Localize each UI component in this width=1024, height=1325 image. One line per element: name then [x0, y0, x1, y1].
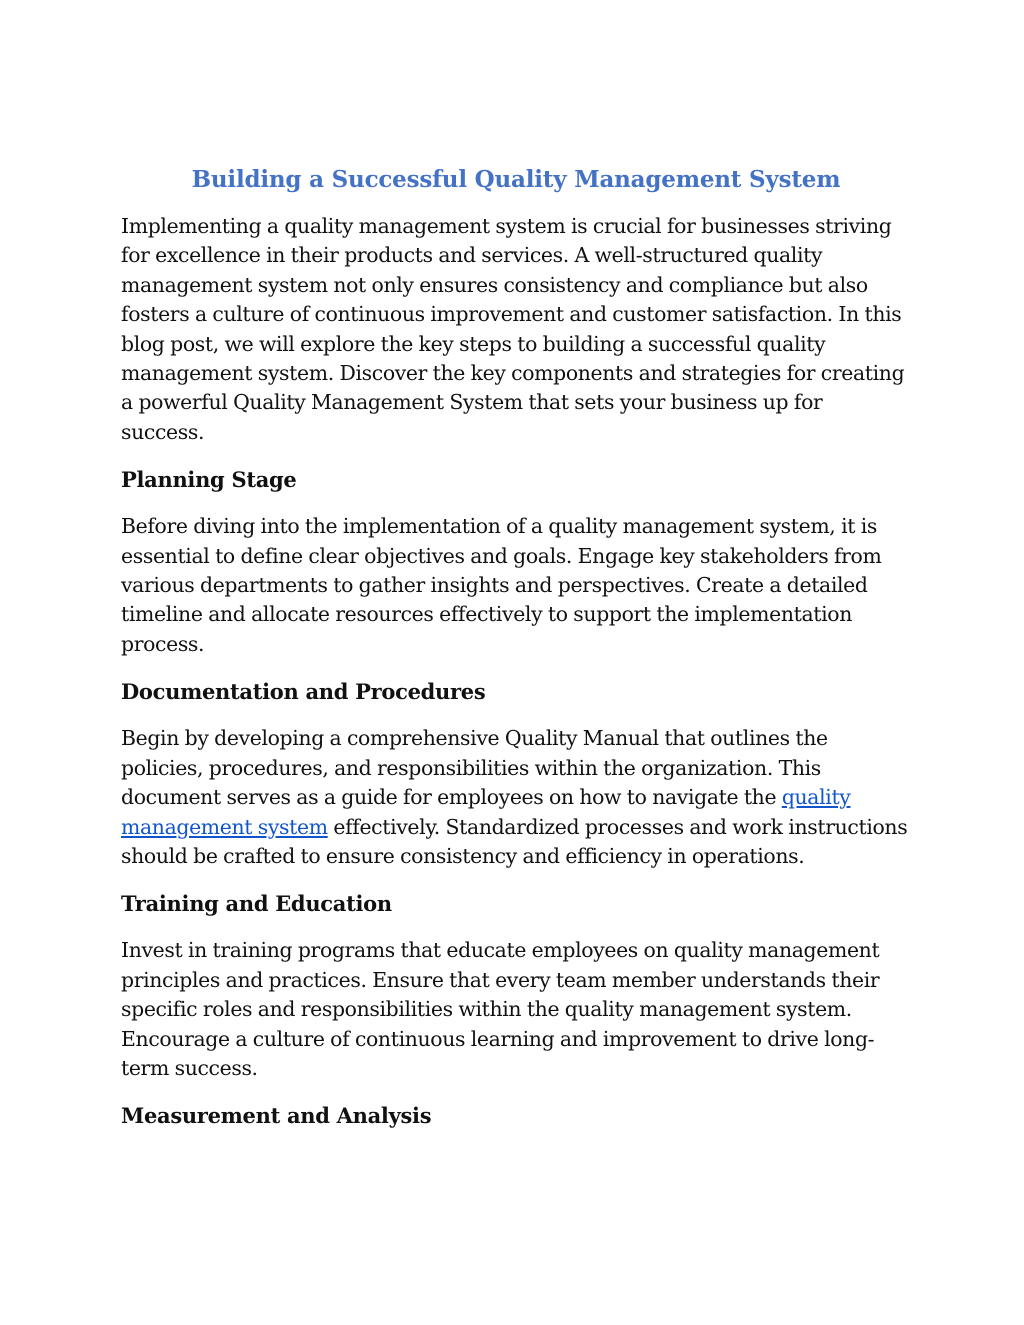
- quality-management-system-link[interactable]: quality management system: [121, 785, 851, 839]
- section-body-planning-stage: Before diving into the implementation of a quality management system, it is essential to define clear objectives and goals. Engage key stakeholders from various departments to gather insights and perspectives. Create a detailed timeline and allocate resources effectively to support the implementation process.: [121, 514, 882, 656]
- section-heading-planning-stage: Planning Stage: [121, 467, 297, 493]
- section-heading-documentation-and-procedures: Documentation and Procedures: [121, 679, 486, 705]
- section-body-documentation-and-procedures: [121, 724, 911, 871]
- section-heading-training-and-education: Training and Education: [121, 891, 392, 917]
- section-body-training-and-education: Invest in training programs that educate employees on quality management principles and practices. Ensure that every team member understands their specific roles and responsibilities within the quality management system. Encourage a culture of continuous learning and improvement to drive long-term success.: [121, 938, 880, 1080]
- intro-paragraph: Implementing a quality management system is crucial for businesses striving for excellence in their products and services. A well-structured quality management system not only ensures consistency and compliance but also fosters a culture of continuous improvement and customer satisfaction. In this blog post, we will explore the key steps to building a successful quality management system. Discover the key components and strategies for creating a powerful Quality Management System that sets your business up for success.: [121, 214, 905, 444]
- section-heading-measurement-and-analysis: Measurement and Analysis: [121, 1103, 432, 1129]
- document-title: Building a Successful Quality Management System: [191, 166, 841, 193]
- body-text-before-link: Begin by developing a comprehensive Quality Manual that outlines the policies, procedures, and responsibilities within the organization. This document serves as a guide for employees on how to navigate the: [121, 726, 828, 810]
- body-text-after-link: effectively. Standardized processes and work instructions should be crafted to ensure consistency and efficiency in operations.: [121, 814, 908, 868]
- document-page: [121, 164, 911, 1148]
